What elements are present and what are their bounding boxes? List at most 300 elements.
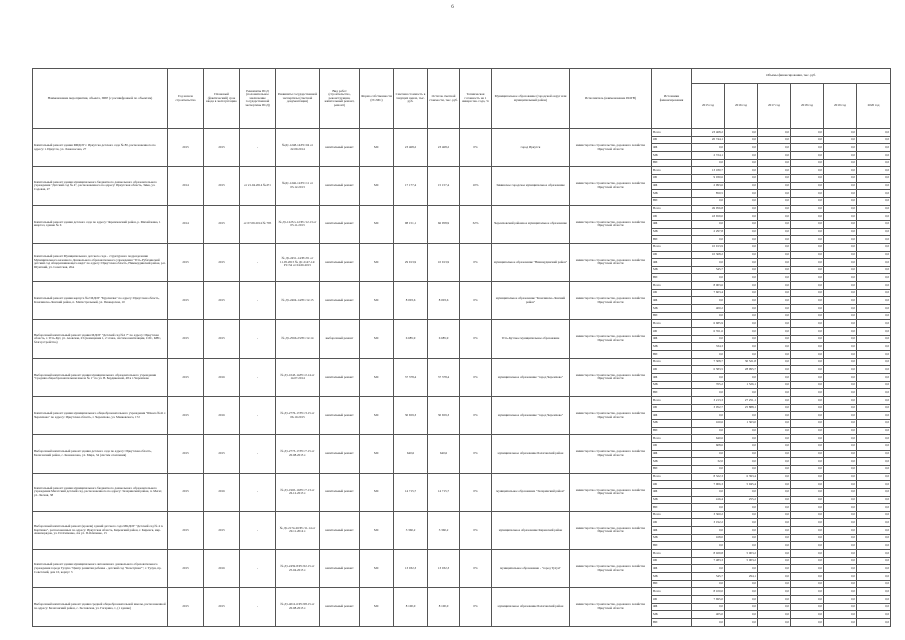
cell-funding-source: ВИ: [652, 197, 692, 205]
table-body: [33, 129, 891, 627]
cell-estimate-cost: 17 177,4: [394, 167, 428, 205]
cell-funding-source: МБ: [652, 343, 692, 351]
cell-amount: 545,7: [692, 573, 725, 581]
cell-executor: министерство строительства, дорожного хозяйства Иркутской области: [570, 167, 652, 205]
cell-amount: 0,0: [791, 404, 824, 412]
header-municipality: Муниципальное образование (городской округ или муниципальный район): [492, 69, 570, 129]
cell-amount: 7 483,3: [692, 557, 725, 565]
cell-municipality: муниципальное образование "Казачинско-Ленский район": [492, 282, 570, 320]
cell-amount: 0,0: [857, 596, 891, 604]
cell-amount: 0,0: [824, 205, 857, 213]
header-expertise: Реквизиты государственной экспертизы (сметной документации): [276, 69, 320, 129]
cell-amount: 0,0: [857, 396, 891, 404]
cell-estimate-cost: 8 100,0: [394, 588, 428, 626]
cell-amount: 0,0: [758, 550, 791, 558]
cell-start-year: 2015: [168, 282, 204, 320]
cell-amount: 0,0: [758, 351, 791, 359]
cell-amount: 0,0: [824, 389, 857, 397]
cell-amount: 0,0: [725, 427, 758, 435]
cell-amount: 0,0: [857, 243, 891, 251]
cell-amount: 0,0: [857, 534, 891, 542]
cell-remaining-cost: 13 032,3: [428, 550, 460, 588]
cell-amount: 0,0: [857, 220, 891, 228]
cell-municipality: муниципальное образование "Нижнеудинский район": [492, 243, 570, 281]
cell-amount: 7 906,3: [692, 481, 725, 489]
cell-amount: 0,0: [725, 374, 758, 382]
cell-amount: 0,0: [692, 504, 725, 512]
cell-amount: 0,0: [857, 496, 891, 504]
cell-amount: 0,0: [791, 205, 824, 213]
cell-amount: 0,0: [758, 289, 791, 297]
cell-amount: 0,0: [758, 473, 791, 481]
cell-amount: 0,0: [857, 419, 891, 427]
cell-amount: 0,0: [692, 374, 725, 382]
cell-amount: 0,0: [824, 259, 857, 267]
cell-amount: 0,0: [824, 565, 857, 573]
cell-funding-source: МБ: [652, 151, 692, 159]
cell-start-year: 2014: [168, 167, 204, 205]
cell-funding-source: ВИ: [652, 542, 692, 550]
header-balance: Остаток сметной стоимости, тыс. руб.: [428, 69, 460, 129]
cell-amount: 0,0: [824, 396, 857, 404]
cell-amount: 0,0: [692, 351, 725, 359]
cell-amount: 0,0: [725, 335, 758, 343]
cell-amount: 5 003,2: [725, 557, 758, 565]
cell-funding-source: ОБ: [652, 174, 692, 182]
cell-ownership: МС: [360, 550, 394, 588]
cell-amount: 0,0: [857, 435, 891, 443]
cell-psd-requisites: от 07.09.2014 № 795: [240, 205, 276, 243]
cell-amount: 0,0: [758, 197, 791, 205]
cell-amount: 0,0: [791, 220, 824, 228]
cell-executor: министерство строительства, дорожного хозяйства Иркутской области: [570, 473, 652, 511]
cell-readiness: 0%: [460, 129, 492, 167]
cell-amount: 0,0: [824, 351, 857, 359]
cell-funding-source: ВИ: [652, 312, 692, 320]
cell-funding-source: ФБ: [652, 527, 692, 535]
cell-funding-source: МБ: [652, 419, 692, 427]
cell-amount: 0,0: [857, 251, 891, 259]
cell-amount: 0,0: [791, 458, 824, 466]
cell-readiness: 0%: [460, 282, 492, 320]
cell-psd-requisites: -: [240, 435, 276, 473]
cell-amount: 0,0: [824, 305, 857, 313]
cell-amount: 0,0: [857, 167, 891, 175]
cell-amount: 0,0: [758, 427, 791, 435]
cell-funding-source: ВИ: [652, 274, 692, 282]
cell-amount: 0,0: [857, 129, 891, 137]
cell-amount: 0,0: [791, 465, 824, 473]
table-row: [33, 320, 891, 328]
cell-amount: 23 468,2: [692, 129, 725, 137]
cell-ownership: МС: [360, 435, 394, 473]
cell-municipality: муниципальное образование - "город Тулун": [492, 550, 570, 588]
cell-amount: 0,0: [758, 220, 791, 228]
cell-amount: 0,0: [725, 465, 758, 473]
cell-amount: 0,0: [692, 412, 725, 420]
cell-amount: 0,0: [857, 289, 891, 297]
cell-executor: министерство строительства, дорожного хозяйства Иркутской области: [570, 129, 652, 167]
cell-amount: 7 695,0: [692, 596, 725, 604]
cell-readiness: 0%: [460, 511, 492, 549]
cell-amount: 0,0: [725, 527, 758, 535]
cell-amount: 0,0: [758, 236, 791, 244]
cell-amount: 0,0: [857, 450, 891, 458]
cell-amount: 0,0: [791, 144, 824, 152]
cell-amount: 0,0: [857, 374, 891, 382]
cell-amount: 10 913,9: [692, 243, 725, 251]
cell-amount: 0,0: [692, 542, 725, 550]
cell-amount: 0,0: [857, 427, 891, 435]
cell-amount: 0,0: [824, 496, 857, 504]
cell-amount: 2 993,6: [692, 182, 725, 190]
table-row: [33, 167, 891, 175]
cell-object-name: Капитальный ремонт здания детского сада по адресу: Черемховский район, р. Михайловка, 1 квартал, здание № 6: [33, 205, 168, 243]
cell-amount: 0,0: [791, 289, 824, 297]
cell-amount: 0,0: [758, 381, 791, 389]
cell-amount: 0,0: [725, 205, 758, 213]
cell-estimate-cost: 13 032,3: [394, 550, 428, 588]
cell-amount: 0,0: [824, 427, 857, 435]
cell-funding-source: ВИ: [652, 619, 692, 627]
cell-amount: 0,0: [791, 565, 824, 573]
cell-amount: 0,0: [725, 213, 758, 221]
cell-object-name: Выборочный капитальный ремонт здания МДОУ "Детский сад №2 7" по адресу: Иркутская область, г. Усть-Кут, ул. Азовская, 23 (помещения 1, 2 этажа, система вентиляции, СЛС, КНС, благоустройство): [33, 320, 168, 358]
table-row: [33, 511, 891, 519]
cell-work-type: капитальный ремонт: [320, 243, 360, 281]
cell-amount: 0,0: [857, 588, 891, 596]
cell-amount: 0,0: [824, 151, 857, 159]
cell-executor: министерство строительства, дорожного хозяйства Иркутской области: [570, 243, 652, 281]
cell-funding-source: ФБ: [652, 565, 692, 573]
cell-amount: 0,0: [758, 442, 791, 450]
cell-amount: 0,0: [758, 603, 791, 611]
cell-amount: 0,0: [692, 220, 725, 228]
cell-funding-source: ОБ: [652, 557, 692, 565]
cell-amount: 0,0: [824, 511, 857, 519]
cell-amount: 0,0: [758, 144, 791, 152]
cell-amount: 0,0: [857, 159, 891, 167]
cell-funding-source: ВИ: [652, 159, 692, 167]
cell-amount: 10 368,2: [692, 251, 725, 259]
cell-amount: 0,0: [791, 389, 824, 397]
cell-executor: министерство строительства, дорожного хозяйства Иркутской области: [570, 588, 652, 626]
cell-end-year: 2015: [204, 205, 240, 243]
header-name: Наименование мероприятия, объекта, ППР (с расшифровкой по объектам): [33, 69, 168, 129]
cell-amount: 0,0: [824, 251, 857, 259]
cell-amount: 0,0: [857, 358, 891, 366]
cell-amount: 0,0: [725, 511, 758, 519]
header-year: 2016 год: [725, 84, 758, 129]
cell-readiness: 0%: [460, 243, 492, 281]
cell-amount: 8 003,6: [692, 282, 725, 290]
cell-object-name: Капитальный ремонт здания корпуса №2 МДОУ "Брусничка" по адресу: Иркутская область, Казачинско-Ленский район, п. Магистральный, ул. Пионерская, 10: [33, 282, 168, 320]
cell-ownership: МС: [360, 129, 394, 167]
header-start-year: Год начала строительства: [168, 69, 204, 129]
cell-amount: 0,0: [824, 450, 857, 458]
cell-amount: 0,0: [824, 534, 857, 542]
cell-amount: 0,0: [758, 358, 791, 366]
cell-amount: 0,0: [692, 450, 725, 458]
cell-executor: министерство строительства, дорожного хозяйства Иркутской области: [570, 435, 652, 473]
header-year: 2017 год: [758, 84, 791, 129]
cell-expertise-requisites: № Дт-4012-6/РС/08.15 от 20.08.2015 г.: [276, 588, 320, 626]
cell-work-type: капитальный ремонт: [320, 167, 360, 205]
cell-amount: 0,0: [692, 580, 725, 588]
cell-amount: 49 956,8: [692, 205, 725, 213]
cell-amount: 0,0: [791, 442, 824, 450]
cell-ownership: МС: [360, 167, 394, 205]
header-year: 2019 год: [824, 84, 857, 129]
cell-amount: 0,0: [791, 427, 824, 435]
cell-amount: 0,0: [758, 228, 791, 236]
cell-funding-source: ОБ: [652, 366, 692, 374]
cell-amount: 0,0: [758, 251, 791, 259]
cell-amount: 0,0: [725, 343, 758, 351]
cell-amount: 0,0: [791, 282, 824, 290]
cell-work-type: капитальный ремонт: [320, 473, 360, 511]
cell-amount: 0,0: [758, 412, 791, 420]
cell-amount: 0,0: [692, 619, 725, 627]
cell-amount: 0,0: [692, 389, 725, 397]
cell-amount: 0,0: [791, 496, 824, 504]
cell-funding-source: МБ: [652, 611, 692, 619]
cell-psd-requisites: -: [240, 320, 276, 358]
cell-amount: 0,0: [824, 596, 857, 604]
table-row: [33, 129, 891, 137]
cell-funding-source: Всего: [652, 396, 692, 404]
cell-remaining-cost: 14 715,7: [428, 473, 460, 511]
cell-amount: 0,0: [857, 619, 891, 627]
cell-amount: 0,0: [791, 519, 824, 527]
cell-amount: 0,0: [791, 419, 824, 427]
cell-amount: 0,0: [758, 266, 791, 274]
cell-psd-requisites: -: [240, 473, 276, 511]
cell-object-name: Капитальный ремонт здания муниципального бюджетного дошкольного образовательного учреждения "Детский сад № 4", расположенного по адресу: Иркутская область, Зима, ул. Садовая, 27: [33, 167, 168, 205]
cell-amount: 0,0: [725, 197, 758, 205]
cell-amount: 0,0: [791, 504, 824, 512]
cell-amount: 0,0: [725, 519, 758, 527]
cell-funding-source: МБ: [652, 305, 692, 313]
cell-end-year: 2016: [204, 396, 240, 434]
cell-amount: 0,0: [824, 519, 857, 527]
cell-amount: 0,0: [824, 573, 857, 581]
cell-funding-source: ОБ: [652, 442, 692, 450]
cell-amount: 0,0: [758, 435, 791, 443]
cell-amount: 0,0: [791, 450, 824, 458]
cell-amount: 0,0: [857, 580, 891, 588]
cell-amount: 0,0: [791, 557, 824, 565]
cell-readiness: 0%: [460, 320, 492, 358]
cell-amount: 0,0: [824, 320, 857, 328]
cell-amount: 0,0: [791, 151, 824, 159]
cell-municipality: муниципальное образование Балаганский район: [492, 435, 570, 473]
cell-amount: 0,0: [791, 190, 824, 198]
cell-amount: 0,0: [758, 588, 791, 596]
cell-amount: 0,0: [758, 174, 791, 182]
cell-expertise-requisites: № Дт-1965-10/РС/7.13 от 26.12.2013 г.: [276, 473, 320, 511]
cell-work-type: капитальный ремонт: [320, 358, 360, 396]
cell-funding-source: ВИ: [652, 389, 692, 397]
cell-amount: 168,0: [692, 534, 725, 542]
cell-amount: 0,0: [791, 596, 824, 604]
cell-amount: 7 308,7: [692, 358, 725, 366]
cell-amount: 8 322,3: [692, 473, 725, 481]
cell-amount: 0,0: [758, 167, 791, 175]
cell-expertise-requisites: №Дт-1246-12/РС/11 от 03.12.2013: [276, 167, 320, 205]
cell-start-year: 2015: [168, 396, 204, 434]
cell-funding-source: ФБ: [652, 488, 692, 496]
cell-remaining-cost: 37 378,4: [428, 358, 460, 396]
cell-amount: 13 180,7: [692, 167, 725, 175]
cell-estimate-cost: 30 659,3: [394, 396, 428, 434]
cell-remaining-cost: 3 360,2: [428, 511, 460, 549]
cell-remaining-cost: 6 685,9: [428, 320, 460, 358]
cell-amount: 0,0: [791, 197, 824, 205]
cell-amount: 0,0: [824, 458, 857, 466]
cell-funding-source: ФБ: [652, 182, 692, 190]
cell-executor: министерство строительства, дорожного хозяйства Иркутской области: [570, 358, 652, 396]
cell-amount: 0,0: [725, 228, 758, 236]
cell-amount: 25 888,1: [725, 404, 758, 412]
cell-funding-source: Всего: [652, 550, 692, 558]
cell-amount: 0,0: [758, 159, 791, 167]
cell-amount: 0,0: [725, 504, 758, 512]
cell-amount: 0,0: [791, 305, 824, 313]
cell-amount: 0,0: [725, 305, 758, 313]
cell-amount: 0,0: [857, 488, 891, 496]
cell-amount: 6 393,4: [725, 473, 758, 481]
cell-end-year: 2016: [204, 550, 240, 588]
cell-amount: 0,0: [758, 557, 791, 565]
cell-amount: 294,1: [725, 573, 758, 581]
cell-amount: 0,0: [725, 129, 758, 137]
cell-amount: 0,0: [725, 251, 758, 259]
cell-amount: 160,6: [692, 419, 725, 427]
header-work-type: Вид работ (строительство, реконструкция, капитальный ремонт, ремонт): [320, 69, 360, 129]
cell-amount: 0,0: [857, 136, 891, 144]
cell-amount: 0,0: [692, 603, 725, 611]
cell-amount: 0,0: [692, 297, 725, 305]
cell-amount: 0,0: [725, 542, 758, 550]
cell-amount: 0,0: [791, 396, 824, 404]
cell-amount: 0,0: [758, 542, 791, 550]
cell-amount: 0,0: [692, 159, 725, 167]
header-year: 2018 год: [791, 84, 824, 129]
cell-amount: 0,0: [824, 297, 857, 305]
cell-work-type: капитальный ремонт: [320, 588, 360, 626]
cell-amount: 0,0: [791, 588, 824, 596]
cell-amount: 0,0: [791, 266, 824, 274]
cell-amount: 0,0: [857, 473, 891, 481]
cell-funding-source: Всего: [652, 435, 692, 443]
cell-amount: 0,0: [824, 220, 857, 228]
cell-amount: 6 685,9: [692, 320, 725, 328]
cell-amount: 765,2: [692, 381, 725, 389]
cell-estimate-cost: 3 360,2: [394, 511, 428, 549]
cell-amount: 0,0: [725, 174, 758, 182]
cell-readiness: 10%: [460, 167, 492, 205]
cell-ownership: МС: [360, 205, 394, 243]
cell-amount: 0,0: [857, 335, 891, 343]
cell-amount: 0,0: [824, 442, 857, 450]
cell-amount: 0,0: [758, 282, 791, 290]
cell-funding-source: Всего: [652, 243, 692, 251]
cell-amount: 0,0: [758, 396, 791, 404]
cell-amount: 0,0: [758, 619, 791, 627]
cell-funding-source: Всего: [652, 511, 692, 519]
cell-psd-requisites: -: [240, 243, 276, 281]
cell-funding-source: ВИ: [652, 465, 692, 473]
cell-expertise-requisites: №Дт-1248-14/РС/04 от 22.09.2014: [276, 129, 320, 167]
header-amounts: Объемы финансирования, тыс. руб.: [692, 69, 891, 84]
cell-remaining-cost: 8 003,6: [428, 282, 460, 320]
cell-estimate-cost: 29 913,9: [394, 243, 428, 281]
cell-amount: 0,0: [725, 328, 758, 336]
cell-amount: 0,0: [758, 458, 791, 466]
cell-amount: 20 744,1: [692, 136, 725, 144]
cell-municipality: Зиминское городское муниципальное образование: [492, 167, 570, 205]
cell-funding-source: ФБ: [652, 603, 692, 611]
cell-amount: 0,0: [725, 442, 758, 450]
cell-amount: 0,0: [725, 351, 758, 359]
cell-amount: 0,0: [824, 404, 857, 412]
cell-amount: 0,0: [791, 511, 824, 519]
cell-amount: 0,0: [725, 236, 758, 244]
cell-remaining-cost: 640,6: [428, 435, 460, 473]
cell-amount: 0,0: [857, 343, 891, 351]
cell-amount: 0,0: [857, 465, 891, 473]
cell-amount: 0,0: [791, 619, 824, 627]
cell-funding-source: ОБ: [652, 289, 692, 297]
cell-work-type: выборочный ремонт: [320, 320, 360, 358]
cell-amount: 0,0: [791, 213, 824, 221]
cell-amount: 0,0: [725, 320, 758, 328]
cell-readiness: 32%: [460, 205, 492, 243]
cell-amount: 0,0: [725, 450, 758, 458]
cell-amount: 0,0: [758, 305, 791, 313]
cell-funding-source: МБ: [652, 266, 692, 274]
cell-start-year: 2015: [168, 550, 204, 588]
cell-amount: 0,0: [692, 312, 725, 320]
cell-municipality: город Иркутск: [492, 129, 570, 167]
cell-amount: 32,0: [692, 458, 725, 466]
cell-psd-requisites: -: [240, 282, 276, 320]
cell-expertise-requisites: № Дт-2566-23/РС/12.14: [276, 320, 320, 358]
cell-amount: 6 583,5: [692, 366, 725, 374]
cell-expertise-requisites: № Дт-1043-14/РС/2.14 от 14.07.2014: [276, 358, 320, 396]
cell-funding-source: ОБ: [652, 136, 692, 144]
cell-amount: 0,0: [725, 274, 758, 282]
cell-amount: 0,0: [758, 259, 791, 267]
cell-amount: 0,0: [791, 550, 824, 558]
cell-amount: 334,3: [692, 343, 725, 351]
cell-amount: 0,0: [758, 297, 791, 305]
cell-amount: 0,0: [824, 159, 857, 167]
cell-object-name: Выборочный капитальный ремонт здания детского сада по адресу: Иркутская область, Балаганский район, с. Коновалово, ул. Мира, 34 (систем отопления): [33, 435, 168, 473]
cell-amount: 0,0: [758, 481, 791, 489]
cell-amount: 0,0: [791, 159, 824, 167]
cell-amount: 0,0: [824, 557, 857, 565]
cell-work-type: капитальный ремонт: [320, 435, 360, 473]
cell-funding-source: ВИ: [652, 236, 692, 244]
cell-start-year: 2015: [168, 511, 204, 549]
cell-amount: 0,0: [824, 136, 857, 144]
cell-amount: 0,0: [857, 197, 891, 205]
cell-funding-source: ВИ: [652, 427, 692, 435]
cell-amount: 0,0: [857, 266, 891, 274]
cell-amount: 0,0: [758, 274, 791, 282]
